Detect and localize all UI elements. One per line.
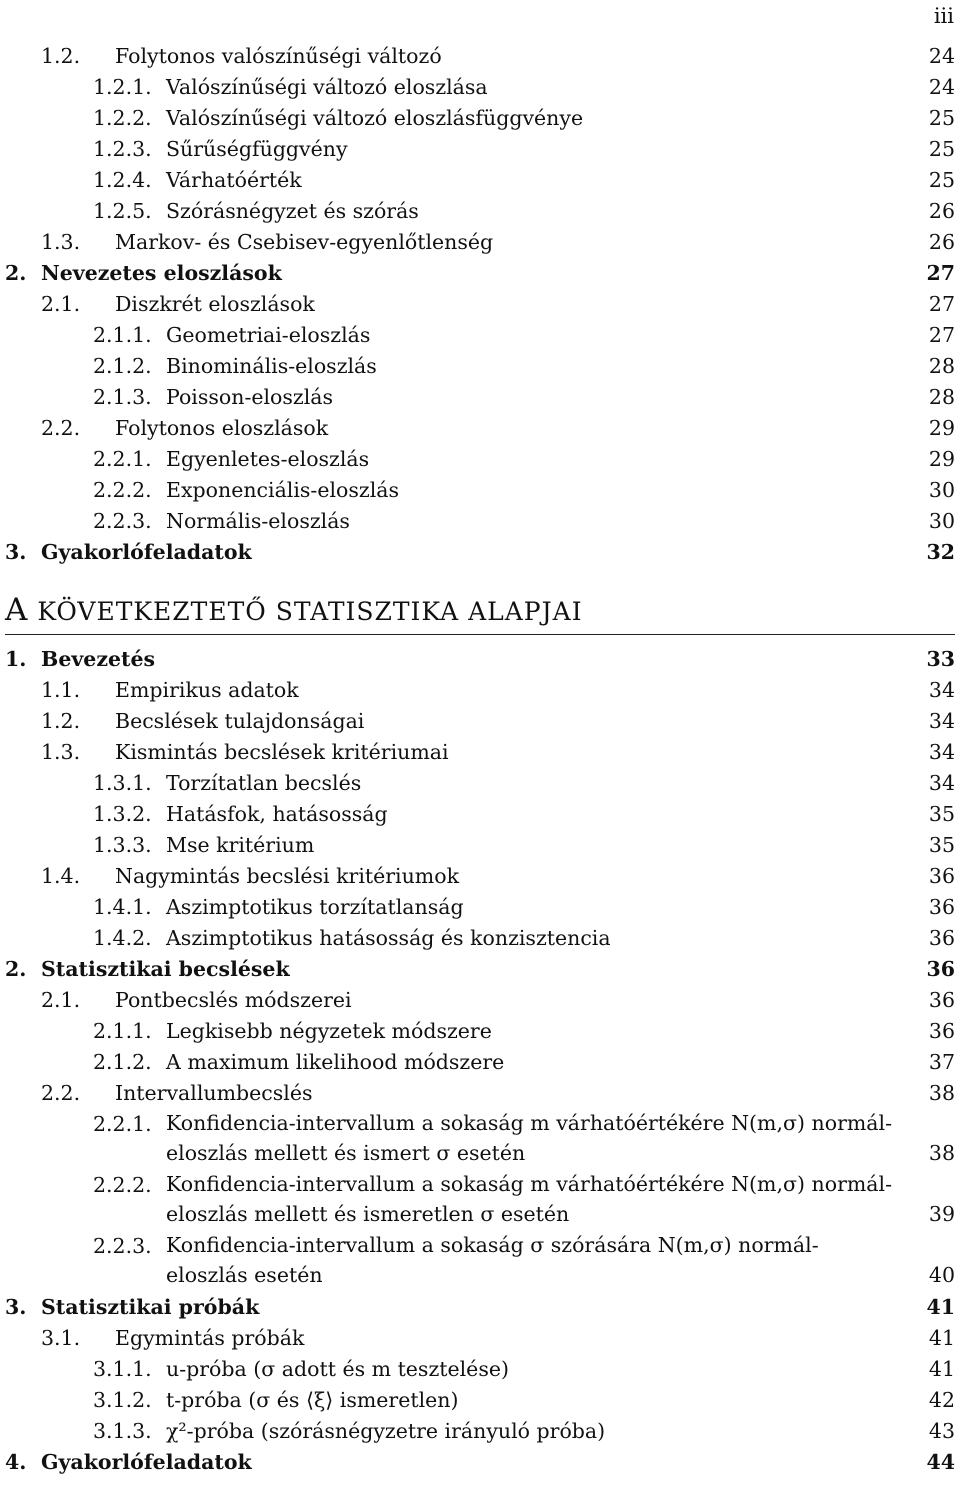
toc-entry[interactable] xyxy=(5,737,955,768)
toc-entry-number: 1.2.2. xyxy=(93,106,152,130)
toc-entry-page: 27 xyxy=(926,261,955,285)
toc-entry-page: 42 xyxy=(928,1388,955,1412)
toc-entry[interactable] xyxy=(5,258,955,289)
toc-entry-title: Nagymintás becslési kritériumok xyxy=(115,864,460,888)
toc-entry-page: 30 xyxy=(928,478,955,502)
toc-entry-page: 34 xyxy=(928,709,955,733)
toc-entry-page: 28 xyxy=(928,385,955,409)
toc-entry-title: χ²-próba (szórásnégyzetre irányuló próba) xyxy=(166,1419,606,1443)
toc-entry[interactable] xyxy=(5,41,955,72)
toc-entry-title: Statisztikai becslések xyxy=(41,957,290,981)
toc-entry[interactable] xyxy=(5,165,955,196)
section-title-rest: KÖVETKEZTETŐ STATISZTIKA ALAPJAI xyxy=(28,597,583,626)
section-title xyxy=(5,592,583,628)
toc-entry[interactable] xyxy=(5,413,955,444)
toc-entry-title: Diszkrét eloszlások xyxy=(115,292,315,316)
toc-entry-title: Legkisebb négyzetek módszere xyxy=(166,1019,492,1043)
toc-entry-number: 2.2.2. xyxy=(93,1173,152,1197)
toc-entry-title: Konfidencia-intervallum a sokaság σ szórására N(m,σ) normál-eloszlás esetén xyxy=(166,1233,819,1287)
toc-entry-number: 1.4.1. xyxy=(93,895,152,919)
toc-entry-title: Szórásnégyzet és szórás xyxy=(166,199,419,223)
toc-entry-title: Hatásfok, hatásosság xyxy=(166,802,388,826)
toc-entry-page: 28 xyxy=(928,354,955,378)
toc-entry-title: Statisztikai próbák xyxy=(41,1295,260,1319)
section-heading xyxy=(5,574,955,644)
toc-entry-title: Becslések tulajdonságai xyxy=(115,709,365,733)
toc-entry-title: Konfidencia-intervallum a sokaság m várhatóértékére N(m,σ) normál-eloszlás mellett és ismert σ esetén xyxy=(166,1111,893,1165)
toc-entry-title: Torzítatlan becslés xyxy=(166,771,362,795)
toc-entry-number: 1.3. xyxy=(41,740,81,764)
toc-entry-title: Poisson-eloszlás xyxy=(166,385,334,409)
toc-entry[interactable] xyxy=(5,1016,955,1047)
toc-entry-number: 1.3.3. xyxy=(93,833,152,857)
toc-entry[interactable] xyxy=(5,1109,955,1170)
toc-entry[interactable] xyxy=(5,985,955,1016)
toc-entry-title: Normális-eloszlás xyxy=(166,509,350,533)
toc-entry[interactable] xyxy=(5,1447,955,1478)
toc-entry-number: 1. xyxy=(5,647,27,671)
toc-entry-number: 2.1. xyxy=(41,988,81,1012)
toc-entry-title: Pontbecslés módszerei xyxy=(115,988,352,1012)
toc-entry-title: Folytonos valószínűségi változó xyxy=(115,44,442,68)
toc-entry-title: Markov- és Csebisev-egyenlőtlenség xyxy=(115,230,494,254)
toc-entry-page: 39 xyxy=(928,1202,955,1226)
toc-entry[interactable] xyxy=(5,227,955,258)
toc-entry-number: 2.2.1. xyxy=(93,447,152,471)
toc-entry-number: 1.2.5. xyxy=(93,199,152,223)
section-rule xyxy=(5,634,955,635)
toc-entry-title: Empirikus adatok xyxy=(115,678,299,702)
toc-entry-title: Aszimptotikus torzítatlanság xyxy=(166,895,464,919)
toc-entry-number: 3.1.2. xyxy=(93,1388,152,1412)
toc-entry-page: 36 xyxy=(928,1019,955,1043)
toc-entry-page: 35 xyxy=(928,802,955,826)
toc-entry-page: 32 xyxy=(926,540,955,564)
toc-entry-page: 36 xyxy=(928,864,955,888)
toc-entry-number: 1.2.1. xyxy=(93,75,152,99)
toc-entry[interactable] xyxy=(5,861,955,892)
toc-entry-title: u-próba (σ adott és m tesztelése) xyxy=(166,1357,509,1381)
toc-entry-number: 2.2. xyxy=(41,416,81,440)
toc-entry-title: Bevezetés xyxy=(41,647,156,671)
toc-entry-number: 3. xyxy=(5,540,27,564)
toc-entry-number: 2. xyxy=(5,957,27,981)
toc-entry-page: 25 xyxy=(928,106,955,130)
toc-entry-title: Sűrűségfüggvény xyxy=(166,137,348,161)
toc-entry-title: Valószínűségi változó eloszlásfüggvénye xyxy=(166,106,584,130)
toc-entry-title: Intervallumbecslés xyxy=(115,1081,313,1105)
toc-entry-number: 1.3. xyxy=(41,230,81,254)
toc-entry-title: Mse kritérium xyxy=(166,833,315,857)
toc-entry-number: 2.2.3. xyxy=(93,1234,152,1258)
toc-entry-title: Várhatóérték xyxy=(166,168,302,192)
toc-first-part xyxy=(5,41,955,568)
toc-entry-title: Exponenciális-eloszlás xyxy=(166,478,399,502)
toc-entry[interactable] xyxy=(5,768,955,799)
toc-entry[interactable] xyxy=(5,1078,955,1109)
toc-entry[interactable] xyxy=(5,382,955,413)
toc-entry-page: 35 xyxy=(928,833,955,857)
toc-entry-page: 24 xyxy=(928,44,955,68)
toc-entry-title: Konfidencia-intervallum a sokaság m várhatóértékére N(m,σ) normál-eloszlás mellett és ismeretlen σ esetén xyxy=(166,1172,893,1226)
toc-entry[interactable] xyxy=(5,320,955,351)
toc-entry-title: Aszimptotikus hatásosság és konzisztencia xyxy=(166,926,611,950)
toc-entry-page: 44 xyxy=(926,1450,955,1474)
toc-entry[interactable] xyxy=(5,1385,955,1416)
toc-entry[interactable] xyxy=(5,954,955,985)
toc-entry-page: 38 xyxy=(928,1141,955,1165)
toc-entry[interactable] xyxy=(5,1354,955,1385)
toc-entry-number: 1.4. xyxy=(41,864,81,888)
toc-entry-number: 2.2. xyxy=(41,1081,81,1105)
toc-entry-title: Folytonos eloszlások xyxy=(115,416,329,440)
toc-entry-number: 2.1.1. xyxy=(93,1019,152,1043)
toc-entry-page: 41 xyxy=(928,1357,955,1381)
toc-entry-number: 3.1. xyxy=(41,1326,81,1350)
toc-entry-number: 1.3.2. xyxy=(93,802,152,826)
toc-entry-page: 38 xyxy=(928,1081,955,1105)
toc-second-part xyxy=(5,644,955,1478)
toc-entry-number: 2.1.2. xyxy=(93,1050,152,1074)
toc-entry-page: 27 xyxy=(928,292,955,316)
toc-entry-number: 2.1.2. xyxy=(93,354,152,378)
toc-entry[interactable] xyxy=(5,1231,955,1292)
toc-entry-page: 36 xyxy=(928,988,955,1012)
toc-entry-page: 34 xyxy=(928,678,955,702)
toc-entry[interactable] xyxy=(5,72,955,103)
toc-entry-page: 30 xyxy=(928,509,955,533)
toc-entry-title: Kismintás becslések kritériumai xyxy=(115,740,449,764)
toc-entry[interactable] xyxy=(5,830,955,861)
toc-entry-number: 3.1.1. xyxy=(93,1357,152,1381)
toc-entry[interactable] xyxy=(5,134,955,165)
toc-entry-number: 2.2.2. xyxy=(93,478,152,502)
toc-entry[interactable] xyxy=(5,196,955,227)
toc-entry-number: 4. xyxy=(5,1450,27,1474)
toc-entry-number: 2.1.1. xyxy=(93,323,152,347)
toc-entry[interactable] xyxy=(5,444,955,475)
toc-entry[interactable] xyxy=(5,506,955,537)
toc-entry-title: Egyenletes-eloszlás xyxy=(166,447,370,471)
toc-entry-number: 1.3.1. xyxy=(93,771,152,795)
toc-entry[interactable] xyxy=(5,1292,955,1323)
toc-entry-page: 40 xyxy=(928,1263,955,1287)
toc-entry-number: 1.2.3. xyxy=(93,137,152,161)
toc-entry-page: 25 xyxy=(928,137,955,161)
toc-entry-page: 29 xyxy=(928,416,955,440)
toc-entry[interactable] xyxy=(5,1323,955,1354)
toc-entry-page: 34 xyxy=(928,740,955,764)
toc-entry[interactable] xyxy=(5,475,955,506)
section-title-initial: A xyxy=(5,592,29,628)
page-number: iii xyxy=(933,4,954,28)
toc-entry-number: 2. xyxy=(5,261,27,285)
toc-entry-title: Gyakorlófeladatok xyxy=(41,540,252,564)
toc-entry-title: Gyakorlófeladatok xyxy=(41,1450,252,1474)
toc-entry-page: 36 xyxy=(928,926,955,950)
toc-entry-title: t-próba (σ és ⟨ξ⟩ ismeretlen) xyxy=(166,1388,459,1412)
toc-entry[interactable] xyxy=(5,799,955,830)
toc-entry-page: 43 xyxy=(928,1419,955,1443)
toc-entry-number: 1.2. xyxy=(41,44,81,68)
toc-entry[interactable] xyxy=(5,289,955,320)
toc-entry-page: 33 xyxy=(926,647,955,671)
toc-entry-number: 1.2. xyxy=(41,709,81,733)
toc-entry-page: 29 xyxy=(928,447,955,471)
toc-entry[interactable] xyxy=(5,1047,955,1078)
toc-entry-number: 3.1.3. xyxy=(93,1419,152,1443)
toc-entry[interactable] xyxy=(5,351,955,382)
toc-entry-number: 2.2.1. xyxy=(93,1112,152,1136)
toc-entry-number: 2.1. xyxy=(41,292,81,316)
toc-entry-number: 2.1.3. xyxy=(93,385,152,409)
toc-entry-page: 26 xyxy=(928,230,955,254)
toc-entry-page: 36 xyxy=(928,895,955,919)
toc-entry[interactable] xyxy=(5,675,955,706)
toc-entry-title: Binominális-eloszlás xyxy=(166,354,377,378)
toc-entry-title: Geometriai-eloszlás xyxy=(166,323,371,347)
toc-entry-page: 24 xyxy=(928,75,955,99)
toc-entry[interactable] xyxy=(5,706,955,737)
toc-entry[interactable] xyxy=(5,1416,955,1447)
toc-entry-number: 1.4.2. xyxy=(93,926,152,950)
toc-entry[interactable] xyxy=(5,923,955,954)
toc-entry-number: 1.1. xyxy=(41,678,81,702)
toc-entry-page: 34 xyxy=(928,771,955,795)
toc-entry-number: 3. xyxy=(5,1295,27,1319)
toc-entry-page: 26 xyxy=(928,199,955,223)
toc-entry[interactable] xyxy=(5,892,955,923)
toc-entry-title: Egymintás próbák xyxy=(115,1326,305,1350)
toc-entry-page: 41 xyxy=(928,1326,955,1350)
toc-entry-page: 41 xyxy=(926,1295,955,1319)
toc-entry-title: Nevezetes eloszlások xyxy=(41,261,282,285)
toc-entry[interactable] xyxy=(5,1170,955,1231)
toc-entry-title: Valószínűségi változó eloszlása xyxy=(166,75,488,99)
toc-entry-number: 1.2.4. xyxy=(93,168,152,192)
toc-entry[interactable] xyxy=(5,537,955,568)
toc-entry-number: 2.2.3. xyxy=(93,509,152,533)
toc-entry-page: 37 xyxy=(928,1050,955,1074)
toc-entry[interactable] xyxy=(5,644,955,675)
table-of-contents xyxy=(5,41,955,1478)
toc-entry[interactable] xyxy=(5,103,955,134)
toc-entry-page: 27 xyxy=(928,323,955,347)
toc-entry-page: 25 xyxy=(928,168,955,192)
toc-entry-page: 36 xyxy=(926,957,955,981)
toc-entry-title: A maximum likelihood módszere xyxy=(166,1050,505,1074)
